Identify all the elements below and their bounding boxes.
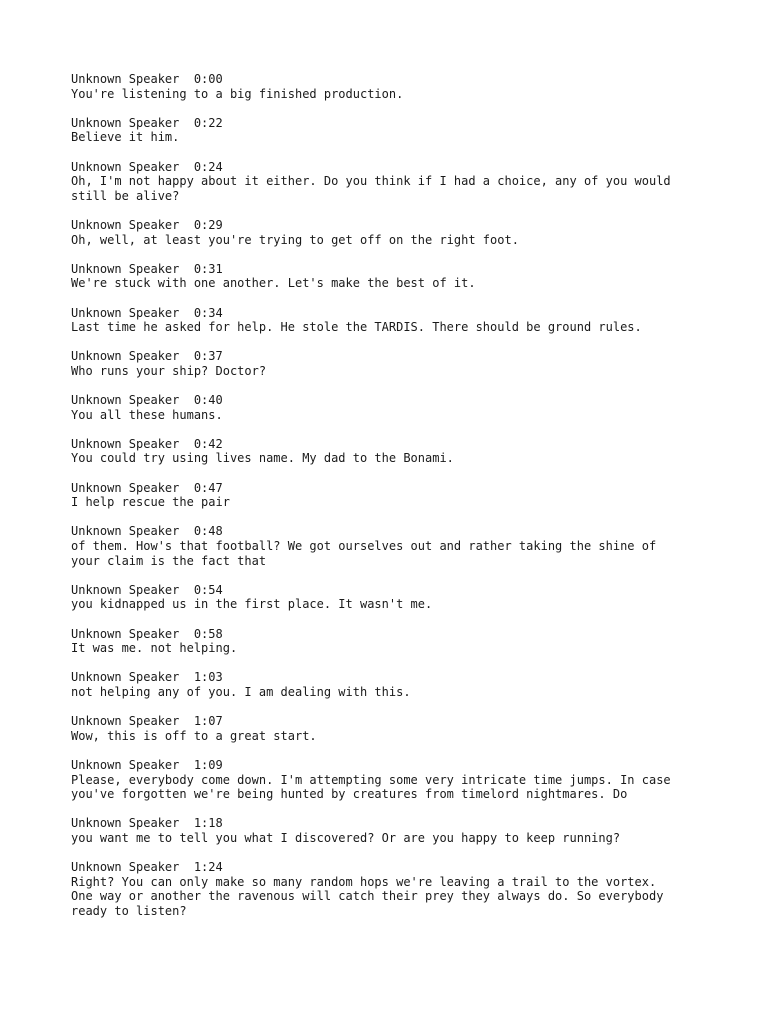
utterance-line: you want me to tell you what I discovered? Or are you happy to keep running?	[71, 830, 621, 845]
speaker-time-gap	[179, 393, 193, 407]
timestamp: 1:07	[193, 714, 223, 729]
transcript-entry	[71, 714, 721, 743]
transcript-entry	[71, 72, 721, 101]
utterance-line: You could try using lives name. My dad to the Bonami.	[71, 451, 454, 466]
utterance-line: I help rescue the pair	[71, 495, 230, 510]
speaker-time-gap	[179, 262, 193, 276]
speaker-timestamp-line	[71, 262, 721, 277]
speaker-time-gap	[179, 670, 193, 684]
speaker-timestamp-line	[71, 714, 721, 729]
speaker-timestamp-line	[71, 393, 721, 408]
timestamp: 0:48	[193, 524, 223, 539]
transcript	[71, 72, 721, 933]
speaker-time-gap	[179, 583, 193, 597]
transcript-entry	[71, 481, 721, 510]
speaker-time-gap	[179, 349, 193, 363]
speaker-time-gap	[179, 437, 193, 451]
speaker-name: Unknown Speaker	[71, 524, 180, 539]
utterance-line: Please, everybody come down. I'm attempting some very intricate time jumps. In case	[71, 772, 671, 787]
utterance-line: Right? You can only make so many random hops we're leaving a trail to the vortex.	[71, 874, 657, 889]
transcript-entry	[71, 437, 721, 466]
speaker-name: Unknown Speaker	[71, 436, 180, 451]
utterance-line: You all these humans.	[71, 407, 223, 422]
timestamp: 0:42	[193, 436, 223, 451]
speaker-name: Unknown Speaker	[71, 670, 180, 685]
timestamp: 0:29	[193, 217, 223, 232]
transcript-entry	[71, 758, 721, 802]
speaker-timestamp-line	[71, 583, 721, 598]
speaker-name: Unknown Speaker	[71, 159, 180, 174]
speaker-time-gap	[179, 758, 193, 772]
utterance-line: Who runs your ship? Doctor?	[71, 363, 267, 378]
transcript-entry	[71, 262, 721, 291]
transcript-entry	[71, 116, 721, 145]
speaker-name: Unknown Speaker	[71, 349, 180, 364]
utterance-line: your claim is the fact that	[71, 553, 267, 568]
speaker-name: Unknown Speaker	[71, 115, 180, 130]
speaker-timestamp-line	[71, 72, 721, 87]
timestamp: 0:40	[193, 393, 223, 408]
timestamp: 1:18	[193, 816, 223, 831]
speaker-name: Unknown Speaker	[71, 582, 180, 597]
speaker-timestamp-line	[71, 437, 721, 452]
utterance-line: We're stuck with one another. Let's make the best of it.	[71, 276, 476, 291]
utterance-line: Believe it him.	[71, 130, 180, 145]
transcript-entry	[71, 306, 721, 335]
transcript-entry	[71, 349, 721, 378]
utterance-line: still be alive?	[71, 188, 180, 203]
speaker-time-gap	[179, 218, 193, 232]
timestamp: 0:37	[193, 349, 223, 364]
speaker-time-gap	[179, 714, 193, 728]
speaker-name: Unknown Speaker	[71, 626, 180, 641]
transcript-entry	[71, 670, 721, 699]
timestamp: 1:09	[193, 757, 223, 772]
speaker-name: Unknown Speaker	[71, 393, 180, 408]
speaker-timestamp-line	[71, 306, 721, 321]
speaker-name: Unknown Speaker	[71, 305, 180, 320]
speaker-name: Unknown Speaker	[71, 261, 180, 276]
speaker-timestamp-line	[71, 627, 721, 642]
speaker-name: Unknown Speaker	[71, 714, 180, 729]
speaker-time-gap	[179, 72, 193, 86]
timestamp: 0:31	[193, 261, 223, 276]
transcript-entry	[71, 160, 721, 204]
speaker-time-gap	[179, 524, 193, 538]
utterance-line: You're listening to a big finished production.	[71, 86, 404, 101]
speaker-timestamp-line	[71, 116, 721, 131]
speaker-timestamp-line	[71, 816, 721, 831]
utterance-line: One way or another the ravenous will catch their prey they always do. So everybody	[71, 889, 664, 904]
speaker-name: Unknown Speaker	[71, 860, 180, 875]
speaker-time-gap	[179, 481, 193, 495]
speaker-time-gap	[179, 816, 193, 830]
speaker-timestamp-line	[71, 670, 721, 685]
utterance-line: ready to listen?	[71, 903, 187, 918]
speaker-time-gap	[179, 860, 193, 874]
timestamp: 0:00	[193, 72, 223, 86]
speaker-timestamp-line	[71, 481, 721, 496]
speaker-time-gap	[179, 116, 193, 130]
speaker-name: Unknown Speaker	[71, 757, 180, 772]
speaker-name: Unknown Speaker	[71, 72, 180, 86]
speaker-timestamp-line	[71, 218, 721, 233]
transcript-entry	[71, 816, 721, 845]
utterance-line: It was me. not helping.	[71, 641, 238, 656]
transcript-entry	[71, 393, 721, 422]
utterance-line: of them. How's that football? We got ourselves out and rather taking the shine of	[71, 539, 657, 553]
timestamp: 0:24	[193, 159, 223, 174]
speaker-time-gap	[179, 306, 193, 320]
utterance-line: not helping any of you. I am dealing with this.	[71, 684, 411, 699]
timestamp: 0:34	[193, 305, 223, 320]
utterance-line: Wow, this is off to a great start.	[71, 728, 317, 743]
speaker-timestamp-line	[71, 860, 721, 875]
utterance-line: Oh, I'm not happy about it either. Do you think if I had a choice, any of you would	[71, 174, 671, 189]
utterance-line: Last time he asked for help. He stole the TARDIS. There should be ground rules.	[71, 320, 642, 335]
timestamp: 0:54	[193, 582, 223, 597]
transcript-entry	[71, 524, 721, 568]
timestamp: 1:03	[193, 670, 223, 685]
speaker-timestamp-line	[71, 524, 721, 539]
speaker-timestamp-line	[71, 160, 721, 175]
speaker-name: Unknown Speaker	[71, 816, 180, 831]
transcript-entry	[71, 583, 721, 612]
transcript-entry	[71, 627, 721, 656]
utterance-line: you kidnapped us in the first place. It wasn't me.	[71, 597, 433, 612]
speaker-time-gap	[179, 160, 193, 174]
speaker-time-gap	[179, 627, 193, 641]
utterance-line: you've forgotten we're being hunted by creatures from timelord nightmares. Do	[71, 787, 628, 802]
timestamp: 0:58	[193, 626, 223, 641]
speaker-name: Unknown Speaker	[71, 480, 180, 495]
speaker-timestamp-line	[71, 758, 721, 773]
timestamp: 0:47	[193, 480, 223, 495]
transcript-entry	[71, 860, 721, 918]
timestamp: 1:24	[193, 860, 223, 875]
timestamp: 0:22	[193, 115, 223, 130]
transcript-entry	[71, 218, 721, 247]
speaker-name: Unknown Speaker	[71, 217, 180, 232]
speaker-timestamp-line	[71, 349, 721, 364]
utterance-line: Oh, well, at least you're trying to get off on the right foot.	[71, 232, 519, 247]
